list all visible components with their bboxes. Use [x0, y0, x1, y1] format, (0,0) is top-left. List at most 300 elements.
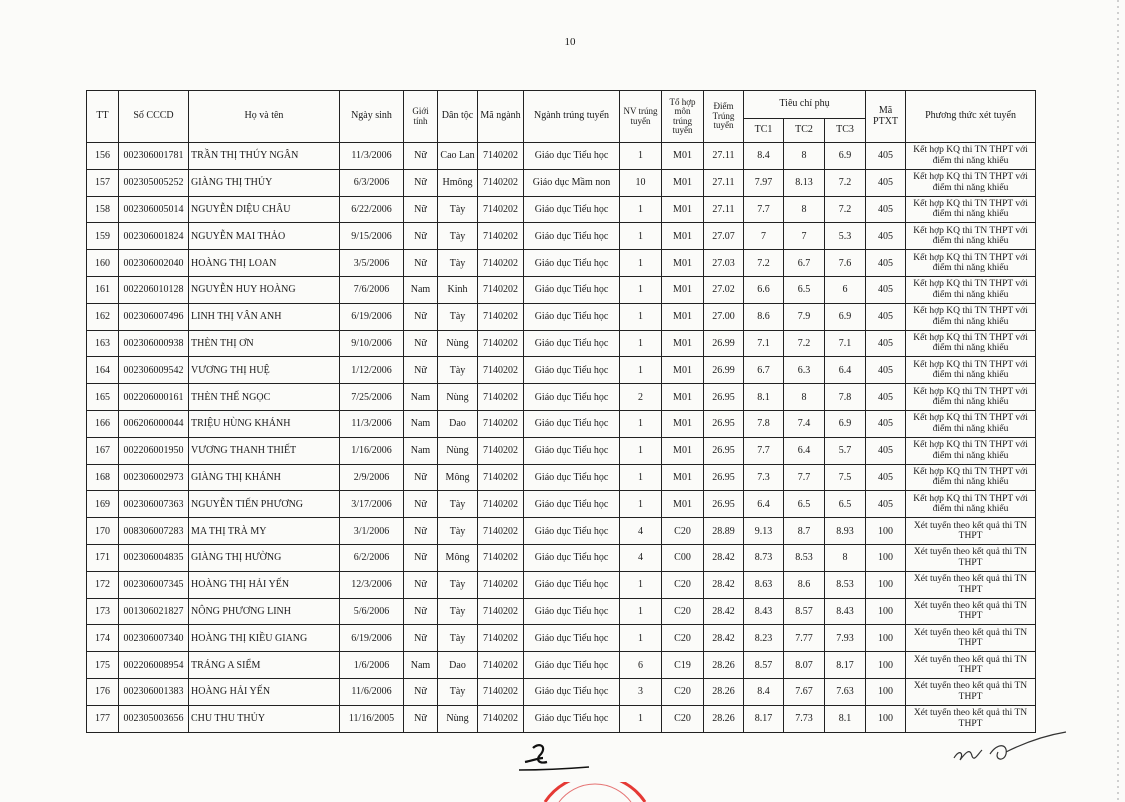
- cell-tc3: 5.3: [825, 223, 866, 250]
- cell-gender: Nữ: [404, 464, 438, 491]
- cell-cccd: 001306021827: [119, 598, 189, 625]
- cell-ethnicity: Tày: [438, 678, 478, 705]
- cell-dob: 5/6/2006: [340, 598, 404, 625]
- cell-score: 27.00: [704, 303, 744, 330]
- cell-dob: 6/2/2006: [340, 544, 404, 571]
- cell-cccd: 002206008954: [119, 652, 189, 679]
- cell-cccd: 002306002040: [119, 250, 189, 277]
- cell-nv: 4: [620, 544, 662, 571]
- header-criteria: Tiêu chí phụ: [744, 91, 866, 119]
- cell-name: GIÀNG THỊ THỦY: [189, 169, 340, 196]
- cell-score: 28.26: [704, 678, 744, 705]
- header-major-code: Mã ngành: [478, 91, 524, 143]
- cell-combo: C20: [662, 571, 704, 598]
- header-combo: Tổ hợp môn trúng tuyển: [662, 91, 704, 143]
- table-row: [87, 384, 1036, 411]
- cell-tc3: 7.63: [825, 678, 866, 705]
- table-row: [87, 410, 1036, 437]
- cell-ethnicity: Tày: [438, 303, 478, 330]
- cell-tt: 177: [87, 705, 119, 732]
- cell-dob: 3/17/2006: [340, 491, 404, 518]
- cell-cccd: 002206001950: [119, 437, 189, 464]
- cell-tc3: 6.5: [825, 491, 866, 518]
- cell-method: Xét tuyển theo kết quả thi TN THPT: [906, 598, 1036, 625]
- cell-ethnicity: Tày: [438, 196, 478, 223]
- cell-ptxt: 405: [866, 143, 906, 170]
- cell-ethnicity: Tày: [438, 571, 478, 598]
- cell-tc3: 8: [825, 544, 866, 571]
- header-method: Phương thức xét tuyển: [906, 91, 1036, 143]
- cell-name: THÈN THẾ NGỌC: [189, 384, 340, 411]
- cell-tc3: 8.17: [825, 652, 866, 679]
- cell-gender: Nữ: [404, 169, 438, 196]
- cell-tt: 169: [87, 491, 119, 518]
- cell-dob: 3/1/2006: [340, 518, 404, 545]
- header-nv: NV trúng tuyển: [620, 91, 662, 143]
- cell-tc3: 8.53: [825, 571, 866, 598]
- cell-method: Kết hợp KQ thi TN THPT với điểm thi năng khiếu: [906, 196, 1036, 223]
- table-row: [87, 223, 1036, 250]
- cell-gender: Nam: [404, 276, 438, 303]
- cell-ethnicity: Tày: [438, 625, 478, 652]
- cell-tc3: 7.1: [825, 330, 866, 357]
- cell-tc1: 9.13: [744, 518, 784, 545]
- table-row: [87, 437, 1036, 464]
- cell-cccd: 002206000161: [119, 384, 189, 411]
- cell-name: GIÀNG THỊ HƯỜNG: [189, 544, 340, 571]
- cell-combo: M01: [662, 384, 704, 411]
- table-row: [87, 652, 1036, 679]
- cell-score: 28.26: [704, 652, 744, 679]
- cell-tc2: 8: [784, 143, 825, 170]
- table-row: [87, 276, 1036, 303]
- table-row: [87, 357, 1036, 384]
- cell-ptxt: 405: [866, 330, 906, 357]
- cell-gender: Nữ: [404, 223, 438, 250]
- cell-combo: M01: [662, 196, 704, 223]
- cell-tc2: 6.7: [784, 250, 825, 277]
- cell-ptxt: 100: [866, 598, 906, 625]
- cell-cccd: 002305005252: [119, 169, 189, 196]
- cell-dob: 11/3/2006: [340, 143, 404, 170]
- cell-nv: 1: [620, 143, 662, 170]
- cell-dob: 3/5/2006: [340, 250, 404, 277]
- cell-combo: M01: [662, 276, 704, 303]
- cell-major: Giáo dục Tiểu học: [524, 276, 620, 303]
- cell-tt: 168: [87, 464, 119, 491]
- cell-name: GIÀNG THỊ KHÁNH: [189, 464, 340, 491]
- cell-combo: M01: [662, 410, 704, 437]
- cell-score: 26.95: [704, 410, 744, 437]
- cell-dob: 11/3/2006: [340, 410, 404, 437]
- cell-major: Giáo dục Tiểu học: [524, 437, 620, 464]
- cell-method: Kết hợp KQ thi TN THPT với điểm thi năng khiếu: [906, 223, 1036, 250]
- cell-tc3: 7.2: [825, 169, 866, 196]
- header-gender: Giới tính: [404, 91, 438, 143]
- cell-method: Kết hợp KQ thi TN THPT với điểm thi năng khiếu: [906, 384, 1036, 411]
- cell-major-code: 7140202: [478, 169, 524, 196]
- cell-combo: M01: [662, 464, 704, 491]
- cell-tc1: 7: [744, 223, 784, 250]
- table-row: [87, 196, 1036, 223]
- cell-ptxt: 100: [866, 678, 906, 705]
- cell-cccd: 002306007345: [119, 571, 189, 598]
- cell-tt: 159: [87, 223, 119, 250]
- cell-nv: 1: [620, 625, 662, 652]
- cell-tc2: 8.57: [784, 598, 825, 625]
- header-cccd: Số CCCD: [119, 91, 189, 143]
- cell-major-code: 7140202: [478, 544, 524, 571]
- cell-tc3: 7.8: [825, 384, 866, 411]
- cell-major: Giáo dục Tiểu học: [524, 223, 620, 250]
- cell-dob: 11/6/2006: [340, 678, 404, 705]
- cell-method: Kết hợp KQ thi TN THPT với điểm thi năng khiếu: [906, 491, 1036, 518]
- cell-tc1: 8.4: [744, 143, 784, 170]
- cell-tc3: 8.1: [825, 705, 866, 732]
- cell-score: 27.11: [704, 169, 744, 196]
- cell-tc1: 7.7: [744, 437, 784, 464]
- cell-ptxt: 405: [866, 196, 906, 223]
- cell-tc1: 7.2: [744, 250, 784, 277]
- cell-major-code: 7140202: [478, 678, 524, 705]
- cell-score: 27.11: [704, 143, 744, 170]
- cell-name: HOÀNG HẢI YẾN: [189, 678, 340, 705]
- cell-method: Kết hợp KQ thi TN THPT với điểm thi năng khiếu: [906, 250, 1036, 277]
- cell-major-code: 7140202: [478, 598, 524, 625]
- cell-cccd: 002306001383: [119, 678, 189, 705]
- cell-name: HOÀNG THỊ LOAN: [189, 250, 340, 277]
- cell-tc1: 6.7: [744, 357, 784, 384]
- cell-method: Kết hợp KQ thi TN THPT với điểm thi năng khiếu: [906, 410, 1036, 437]
- table-row: [87, 571, 1036, 598]
- cell-major: Giáo dục Tiểu học: [524, 330, 620, 357]
- cell-major-code: 7140202: [478, 276, 524, 303]
- cell-tt: 156: [87, 143, 119, 170]
- cell-major-code: 7140202: [478, 384, 524, 411]
- cell-dob: 7/25/2006: [340, 384, 404, 411]
- cell-gender: Nữ: [404, 491, 438, 518]
- cell-tc2: 8.07: [784, 652, 825, 679]
- cell-dob: 11/16/2005: [340, 705, 404, 732]
- cell-name: HOÀNG THỊ HẢI YẾN: [189, 571, 340, 598]
- cell-ethnicity: Nùng: [438, 437, 478, 464]
- cell-gender: Nữ: [404, 196, 438, 223]
- cell-major: Giáo dục Tiểu học: [524, 143, 620, 170]
- cell-score: 26.99: [704, 330, 744, 357]
- table-row: [87, 625, 1036, 652]
- cell-cccd: 002306000938: [119, 330, 189, 357]
- cell-tt: 175: [87, 652, 119, 679]
- cell-tc3: 8.93: [825, 518, 866, 545]
- cell-dob: 6/19/2006: [340, 303, 404, 330]
- cell-major: Giáo dục Tiểu học: [524, 357, 620, 384]
- cell-nv: 4: [620, 518, 662, 545]
- cell-nv: 10: [620, 169, 662, 196]
- cell-major-code: 7140202: [478, 518, 524, 545]
- cell-nv: 1: [620, 223, 662, 250]
- cell-combo: M01: [662, 223, 704, 250]
- header-tt: TT: [87, 91, 119, 143]
- cell-name: NGUYỄN HUY HOÀNG: [189, 276, 340, 303]
- cell-nv: 1: [620, 330, 662, 357]
- cell-method: Xét tuyển theo kết quả thi TN THPT: [906, 625, 1036, 652]
- table-row: [87, 678, 1036, 705]
- cell-tc1: 7.8: [744, 410, 784, 437]
- cell-combo: M01: [662, 303, 704, 330]
- cell-combo: C20: [662, 705, 704, 732]
- cell-tt: 173: [87, 598, 119, 625]
- cell-dob: 9/15/2006: [340, 223, 404, 250]
- header-tc1: TC1: [744, 119, 784, 143]
- cell-tc3: 6.9: [825, 303, 866, 330]
- cell-tc1: 8.73: [744, 544, 784, 571]
- cell-gender: Nữ: [404, 705, 438, 732]
- cell-nv: 2: [620, 384, 662, 411]
- cell-tc3: 6.9: [825, 410, 866, 437]
- cell-ptxt: 100: [866, 705, 906, 732]
- cell-combo: C20: [662, 625, 704, 652]
- table-row: [87, 705, 1036, 732]
- cell-gender: Nữ: [404, 330, 438, 357]
- admission-results-table: [86, 90, 1036, 733]
- cell-ethnicity: Tày: [438, 518, 478, 545]
- cell-method: Kết hợp KQ thi TN THPT với điểm thi năng khiếu: [906, 276, 1036, 303]
- header-major: Ngành trúng tuyển: [524, 91, 620, 143]
- cell-nv: 1: [620, 437, 662, 464]
- cell-gender: Nữ: [404, 598, 438, 625]
- cell-ptxt: 405: [866, 437, 906, 464]
- cell-combo: M01: [662, 437, 704, 464]
- cell-tt: 170: [87, 518, 119, 545]
- cell-tc1: 7.3: [744, 464, 784, 491]
- cell-dob: 7/6/2006: [340, 276, 404, 303]
- cell-major: Giáo dục Tiểu học: [524, 678, 620, 705]
- cell-method: Kết hợp KQ thi TN THPT với điểm thi năng khiếu: [906, 464, 1036, 491]
- cell-ethnicity: Mông: [438, 544, 478, 571]
- cell-method: Kết hợp KQ thi TN THPT với điểm thi năng khiếu: [906, 143, 1036, 170]
- cell-major-code: 7140202: [478, 143, 524, 170]
- cell-tc3: 6.4: [825, 357, 866, 384]
- cell-ethnicity: Nùng: [438, 384, 478, 411]
- table-row: [87, 544, 1036, 571]
- cell-tc1: 7.7: [744, 196, 784, 223]
- cell-cccd: 002306004835: [119, 544, 189, 571]
- cell-name: TRIỆU HÙNG KHÁNH: [189, 410, 340, 437]
- scan-edge-artifact: [1117, 0, 1119, 800]
- table-body: [87, 143, 1036, 733]
- table-row: [87, 303, 1036, 330]
- cell-tc2: 8.7: [784, 518, 825, 545]
- cell-cccd: 002306001781: [119, 143, 189, 170]
- cell-major: Giáo dục Tiểu học: [524, 303, 620, 330]
- header-ptxt: Mã PTXT: [866, 91, 906, 143]
- cell-score: 28.42: [704, 544, 744, 571]
- cell-tc2: 6.4: [784, 437, 825, 464]
- cell-method: Xét tuyển theo kết quả thi TN THPT: [906, 652, 1036, 679]
- cell-name: MA THỊ TRÀ MY: [189, 518, 340, 545]
- cell-major-code: 7140202: [478, 196, 524, 223]
- cell-tt: 176: [87, 678, 119, 705]
- cell-nv: 1: [620, 276, 662, 303]
- cell-score: 27.07: [704, 223, 744, 250]
- cell-gender: Nữ: [404, 357, 438, 384]
- cell-score: 28.42: [704, 571, 744, 598]
- cell-method: Kết hợp KQ thi TN THPT với điểm thi năng khiếu: [906, 303, 1036, 330]
- cell-ptxt: 405: [866, 384, 906, 411]
- cell-tc1: 8.23: [744, 625, 784, 652]
- cell-ptxt: 405: [866, 357, 906, 384]
- cell-gender: Nữ: [404, 143, 438, 170]
- cell-method: Xét tuyển theo kết quả thi TN THPT: [906, 705, 1036, 732]
- cell-ptxt: 100: [866, 625, 906, 652]
- cell-ethnicity: Hmông: [438, 169, 478, 196]
- cell-score: 28.89: [704, 518, 744, 545]
- table-row: [87, 491, 1036, 518]
- cell-major-code: 7140202: [478, 303, 524, 330]
- cell-major-code: 7140202: [478, 491, 524, 518]
- cell-nv: 1: [620, 464, 662, 491]
- cell-method: Xét tuyển theo kết quả thi TN THPT: [906, 571, 1036, 598]
- cell-tc2: 7: [784, 223, 825, 250]
- cell-major-code: 7140202: [478, 625, 524, 652]
- cell-tc1: 7.97: [744, 169, 784, 196]
- cell-tt: 174: [87, 625, 119, 652]
- cell-combo: M01: [662, 330, 704, 357]
- cell-tc1: 6.4: [744, 491, 784, 518]
- cell-score: 27.11: [704, 196, 744, 223]
- cell-ptxt: 100: [866, 571, 906, 598]
- cell-tc2: 6.3: [784, 357, 825, 384]
- header-ethnicity: Dân tộc: [438, 91, 478, 143]
- cell-tc2: 7.67: [784, 678, 825, 705]
- cell-tc1: 8.17: [744, 705, 784, 732]
- cell-tt: 165: [87, 384, 119, 411]
- cell-method: Xét tuyển theo kết quả thi TN THPT: [906, 678, 1036, 705]
- cell-tt: 160: [87, 250, 119, 277]
- cell-name: THÈN THỊ ƠN: [189, 330, 340, 357]
- cell-score: 26.95: [704, 437, 744, 464]
- cell-major-code: 7140202: [478, 652, 524, 679]
- cell-dob: 12/3/2006: [340, 571, 404, 598]
- cell-gender: Nam: [404, 410, 438, 437]
- cell-cccd: 002306007363: [119, 491, 189, 518]
- header-dob: Ngày sinh: [340, 91, 404, 143]
- cell-combo: M01: [662, 169, 704, 196]
- cell-tt: 164: [87, 357, 119, 384]
- cell-gender: Nữ: [404, 571, 438, 598]
- cell-tc3: 8.43: [825, 598, 866, 625]
- cell-ptxt: 100: [866, 652, 906, 679]
- cell-score: 28.42: [704, 598, 744, 625]
- cell-combo: C20: [662, 678, 704, 705]
- cell-nv: 6: [620, 652, 662, 679]
- cell-nv: 1: [620, 705, 662, 732]
- cell-major: Giáo dục Tiểu học: [524, 196, 620, 223]
- cell-dob: 6/19/2006: [340, 625, 404, 652]
- cell-major: Giáo dục Tiểu học: [524, 384, 620, 411]
- cell-method: Kết hợp KQ thi TN THPT với điểm thi năng khiếu: [906, 169, 1036, 196]
- header-tc3: TC3: [825, 119, 866, 143]
- cell-cccd: 002305003656: [119, 705, 189, 732]
- cell-tc2: 8.53: [784, 544, 825, 571]
- cell-score: 27.03: [704, 250, 744, 277]
- cell-cccd: 002306007340: [119, 625, 189, 652]
- cell-tt: 162: [87, 303, 119, 330]
- cell-method: Kết hợp KQ thi TN THPT với điểm thi năng khiếu: [906, 357, 1036, 384]
- cell-tc2: 7.2: [784, 330, 825, 357]
- signature-mark: [515, 740, 595, 780]
- cell-ethnicity: Nùng: [438, 705, 478, 732]
- cell-name: HOÀNG THỊ KIỀU GIANG: [189, 625, 340, 652]
- cell-ethnicity: Mông: [438, 464, 478, 491]
- cell-gender: Nữ: [404, 518, 438, 545]
- cell-combo: C20: [662, 518, 704, 545]
- cell-cccd: 002306001824: [119, 223, 189, 250]
- cell-major: Giáo dục Tiểu học: [524, 250, 620, 277]
- cell-major: Giáo dục Tiểu học: [524, 518, 620, 545]
- cell-name: TRÁNG A SIỂM: [189, 652, 340, 679]
- cell-score: 26.95: [704, 384, 744, 411]
- cell-name: LINH THỊ VÂN ANH: [189, 303, 340, 330]
- cell-tt: 167: [87, 437, 119, 464]
- cell-tc2: 8: [784, 196, 825, 223]
- cell-gender: Nữ: [404, 625, 438, 652]
- cell-nv: 1: [620, 250, 662, 277]
- cell-tc3: 6.9: [825, 143, 866, 170]
- cell-dob: 6/3/2006: [340, 169, 404, 196]
- cell-tc1: 6.6: [744, 276, 784, 303]
- cell-method: Kết hợp KQ thi TN THPT với điểm thi năng khiếu: [906, 437, 1036, 464]
- cell-name: CHU THU THỦY: [189, 705, 340, 732]
- page-number: 10: [564, 36, 576, 48]
- cell-ethnicity: Tày: [438, 357, 478, 384]
- cell-ptxt: 100: [866, 544, 906, 571]
- cell-tc2: 7.7: [784, 464, 825, 491]
- cell-score: 28.42: [704, 625, 744, 652]
- cell-cccd: 002306009542: [119, 357, 189, 384]
- cell-tc2: 8: [784, 384, 825, 411]
- cell-tt: 171: [87, 544, 119, 571]
- cell-method: Xét tuyển theo kết quả thi TN THPT: [906, 518, 1036, 545]
- cell-major: Giáo dục Tiểu học: [524, 464, 620, 491]
- cell-tc2: 8.6: [784, 571, 825, 598]
- cell-major-code: 7140202: [478, 410, 524, 437]
- cell-major-code: 7140202: [478, 250, 524, 277]
- cell-tt: 172: [87, 571, 119, 598]
- cell-major: Giáo dục Tiểu học: [524, 491, 620, 518]
- cell-ethnicity: Tày: [438, 250, 478, 277]
- official-stamp: [535, 782, 655, 802]
- table-row: [87, 143, 1036, 170]
- cell-tc3: 7.5: [825, 464, 866, 491]
- cell-major-code: 7140202: [478, 330, 524, 357]
- cell-nv: 1: [620, 598, 662, 625]
- cell-tc2: 6.5: [784, 491, 825, 518]
- cell-nv: 3: [620, 678, 662, 705]
- cell-tc1: 8.4: [744, 678, 784, 705]
- cell-combo: M01: [662, 491, 704, 518]
- cell-tc1: 8.63: [744, 571, 784, 598]
- cell-nv: 1: [620, 196, 662, 223]
- cell-combo: M01: [662, 143, 704, 170]
- cell-tt: 158: [87, 196, 119, 223]
- cell-name: VƯƠNG THANH THIẾT: [189, 437, 340, 464]
- cell-name: NGUYỄN TIẾN PHƯƠNG: [189, 491, 340, 518]
- cell-tc1: 8.1: [744, 384, 784, 411]
- cell-method: Xét tuyển theo kết quả thi TN THPT: [906, 544, 1036, 571]
- cell-cccd: 002306002973: [119, 464, 189, 491]
- cell-ethnicity: Kinh: [438, 276, 478, 303]
